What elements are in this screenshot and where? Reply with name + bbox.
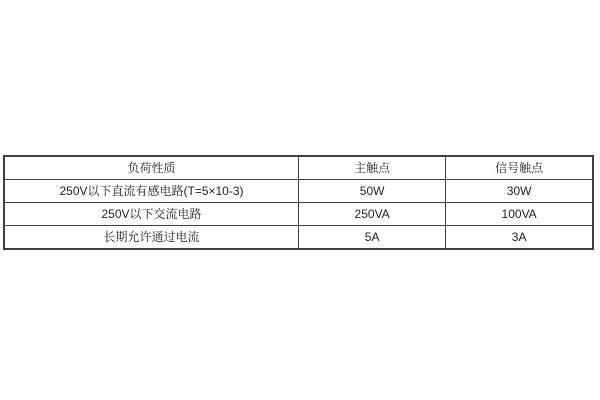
header-signal-contact: 信号触点	[446, 156, 593, 180]
table-header-row	[4, 156, 593, 180]
cell-main-contact: 5A	[299, 226, 446, 250]
header-main-contact: 主触点	[299, 156, 446, 180]
cell-load-nature: 长期允许通过电流	[4, 226, 299, 250]
cell-load-nature: 250V以下直流有感电路(T=5×10-3)	[4, 180, 299, 203]
cell-signal-contact: 100VA	[446, 203, 593, 226]
cell-signal-contact: 30W	[446, 180, 593, 203]
cell-signal-contact: 3A	[446, 226, 593, 250]
table-row	[4, 226, 593, 250]
cell-main-contact: 250VA	[299, 203, 446, 226]
cell-main-contact: 50W	[299, 180, 446, 203]
header-load-nature: 负荷性质	[4, 156, 299, 180]
contact-rating-table	[3, 155, 594, 250]
table-row	[4, 180, 593, 203]
cell-load-nature: 250V以下交流电路	[4, 203, 299, 226]
table-row	[4, 203, 593, 226]
